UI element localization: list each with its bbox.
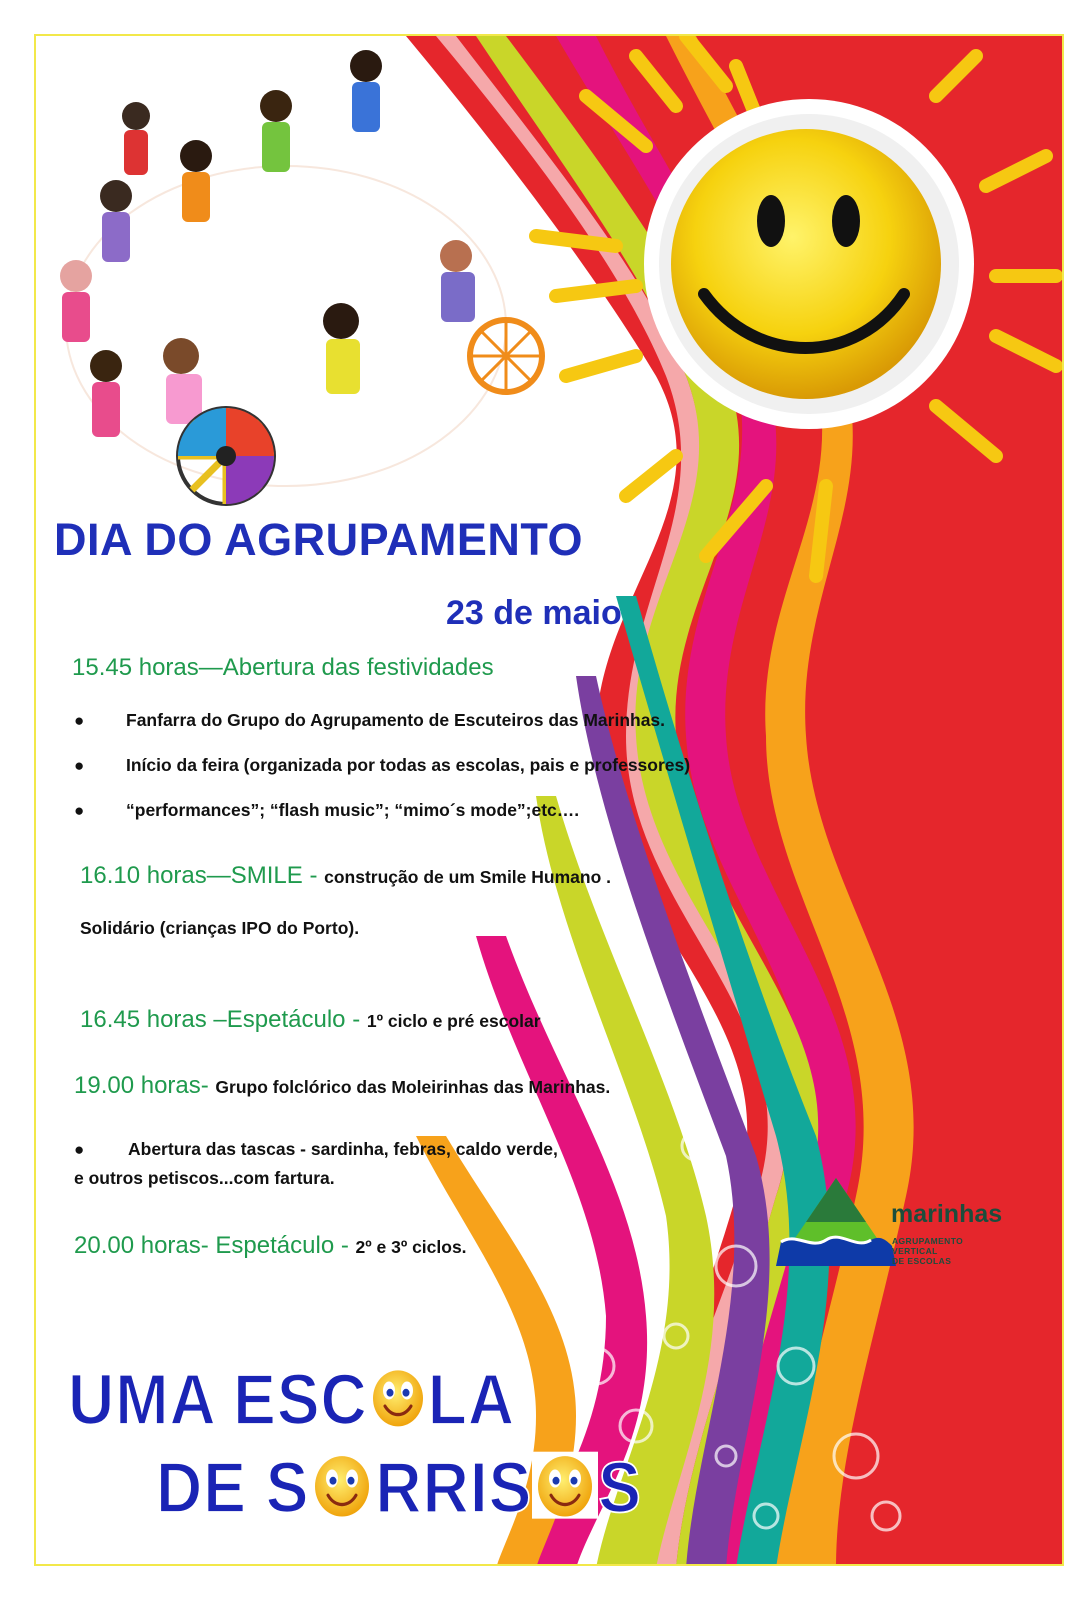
schedule-detail-1900: Grupo folclórico das Moleirinhas das Marinhas. bbox=[215, 1077, 611, 1097]
slogan-line2-part-a: DE S bbox=[156, 1447, 310, 1528]
slogan-line-1 bbox=[68, 1358, 515, 1441]
schedule-detail-1610-line2: Solidário (crianças IPO do Porto). bbox=[80, 918, 360, 938]
slogan-line2-part-c: S bbox=[598, 1447, 642, 1528]
schedule-time-1610: 16.10 horas—SMILE - bbox=[80, 862, 325, 889]
schedule-detail-1645: 1º ciclo e pré escolar bbox=[366, 1011, 541, 1031]
event-date: 23 de maio bbox=[446, 594, 622, 632]
bullet-icon: ● bbox=[74, 756, 85, 775]
bullet-feira: Início da feira (organizada por todas as escolas, pais e professores) bbox=[126, 755, 691, 775]
smiley-o-icon bbox=[532, 1452, 598, 1519]
slogan-line1-part-b: LA bbox=[427, 1359, 516, 1440]
logo-sub-2: VERTICAL bbox=[892, 1246, 938, 1256]
schedule-time-1645: 16.45 horas –Espetáculo - bbox=[80, 1006, 367, 1033]
bullet-icon: ● bbox=[74, 801, 85, 820]
schedule-detail-2000: 2º e 3º ciclos. bbox=[355, 1237, 467, 1257]
bullet-icon: ● bbox=[74, 1140, 85, 1159]
schedule-time-1545: 15.45 horas—Abertura das festividades bbox=[72, 654, 494, 681]
bullet-tascas-line2: e outros petiscos...com fartura. bbox=[74, 1168, 335, 1188]
schedule-detail-1610: construção de um Smile Humano . bbox=[324, 867, 611, 887]
bullet-performances: “performances”; “flash music”; “mimo´s mode”;etc…. bbox=[126, 800, 580, 820]
poster bbox=[34, 34, 1064, 1566]
smiley-sun-icon bbox=[644, 99, 974, 429]
bullet-fanfarra: Fanfarra do Grupo do Agrupamento de Escuteiros das Marinhas. bbox=[126, 710, 666, 730]
schedule-row-1645 bbox=[80, 1006, 541, 1034]
schedule-row-1900 bbox=[74, 1072, 610, 1100]
children-circle-illustration bbox=[60, 50, 542, 504]
slogan-line1-part-a: UMA ESC bbox=[68, 1359, 368, 1440]
smiley-o-icon bbox=[309, 1452, 375, 1519]
poster-title: DIA DO AGRUPAMENTO bbox=[54, 514, 584, 565]
schedule-time-1900: 19.00 horas- bbox=[74, 1072, 216, 1099]
slogan-line2-part-b: RRIS bbox=[375, 1447, 533, 1528]
schedule-row-1610 bbox=[80, 862, 611, 890]
smiley-o-icon bbox=[368, 1362, 428, 1425]
slogan-line-2 bbox=[156, 1446, 642, 1529]
logo-name: marinhas bbox=[891, 1200, 1003, 1228]
schedule-time-2000: 20.00 horas- Espetáculo - bbox=[74, 1232, 356, 1259]
bullet-tascas: Abertura das tascas - sardinha, febras, caldo verde, bbox=[128, 1139, 558, 1159]
schedule-row-2000 bbox=[74, 1232, 467, 1260]
logo-sub-3: DE ESCOLAS bbox=[892, 1256, 952, 1266]
logo-sub-1: AGRUPAMENTO bbox=[892, 1236, 964, 1246]
bullet-icon: ● bbox=[74, 711, 85, 730]
